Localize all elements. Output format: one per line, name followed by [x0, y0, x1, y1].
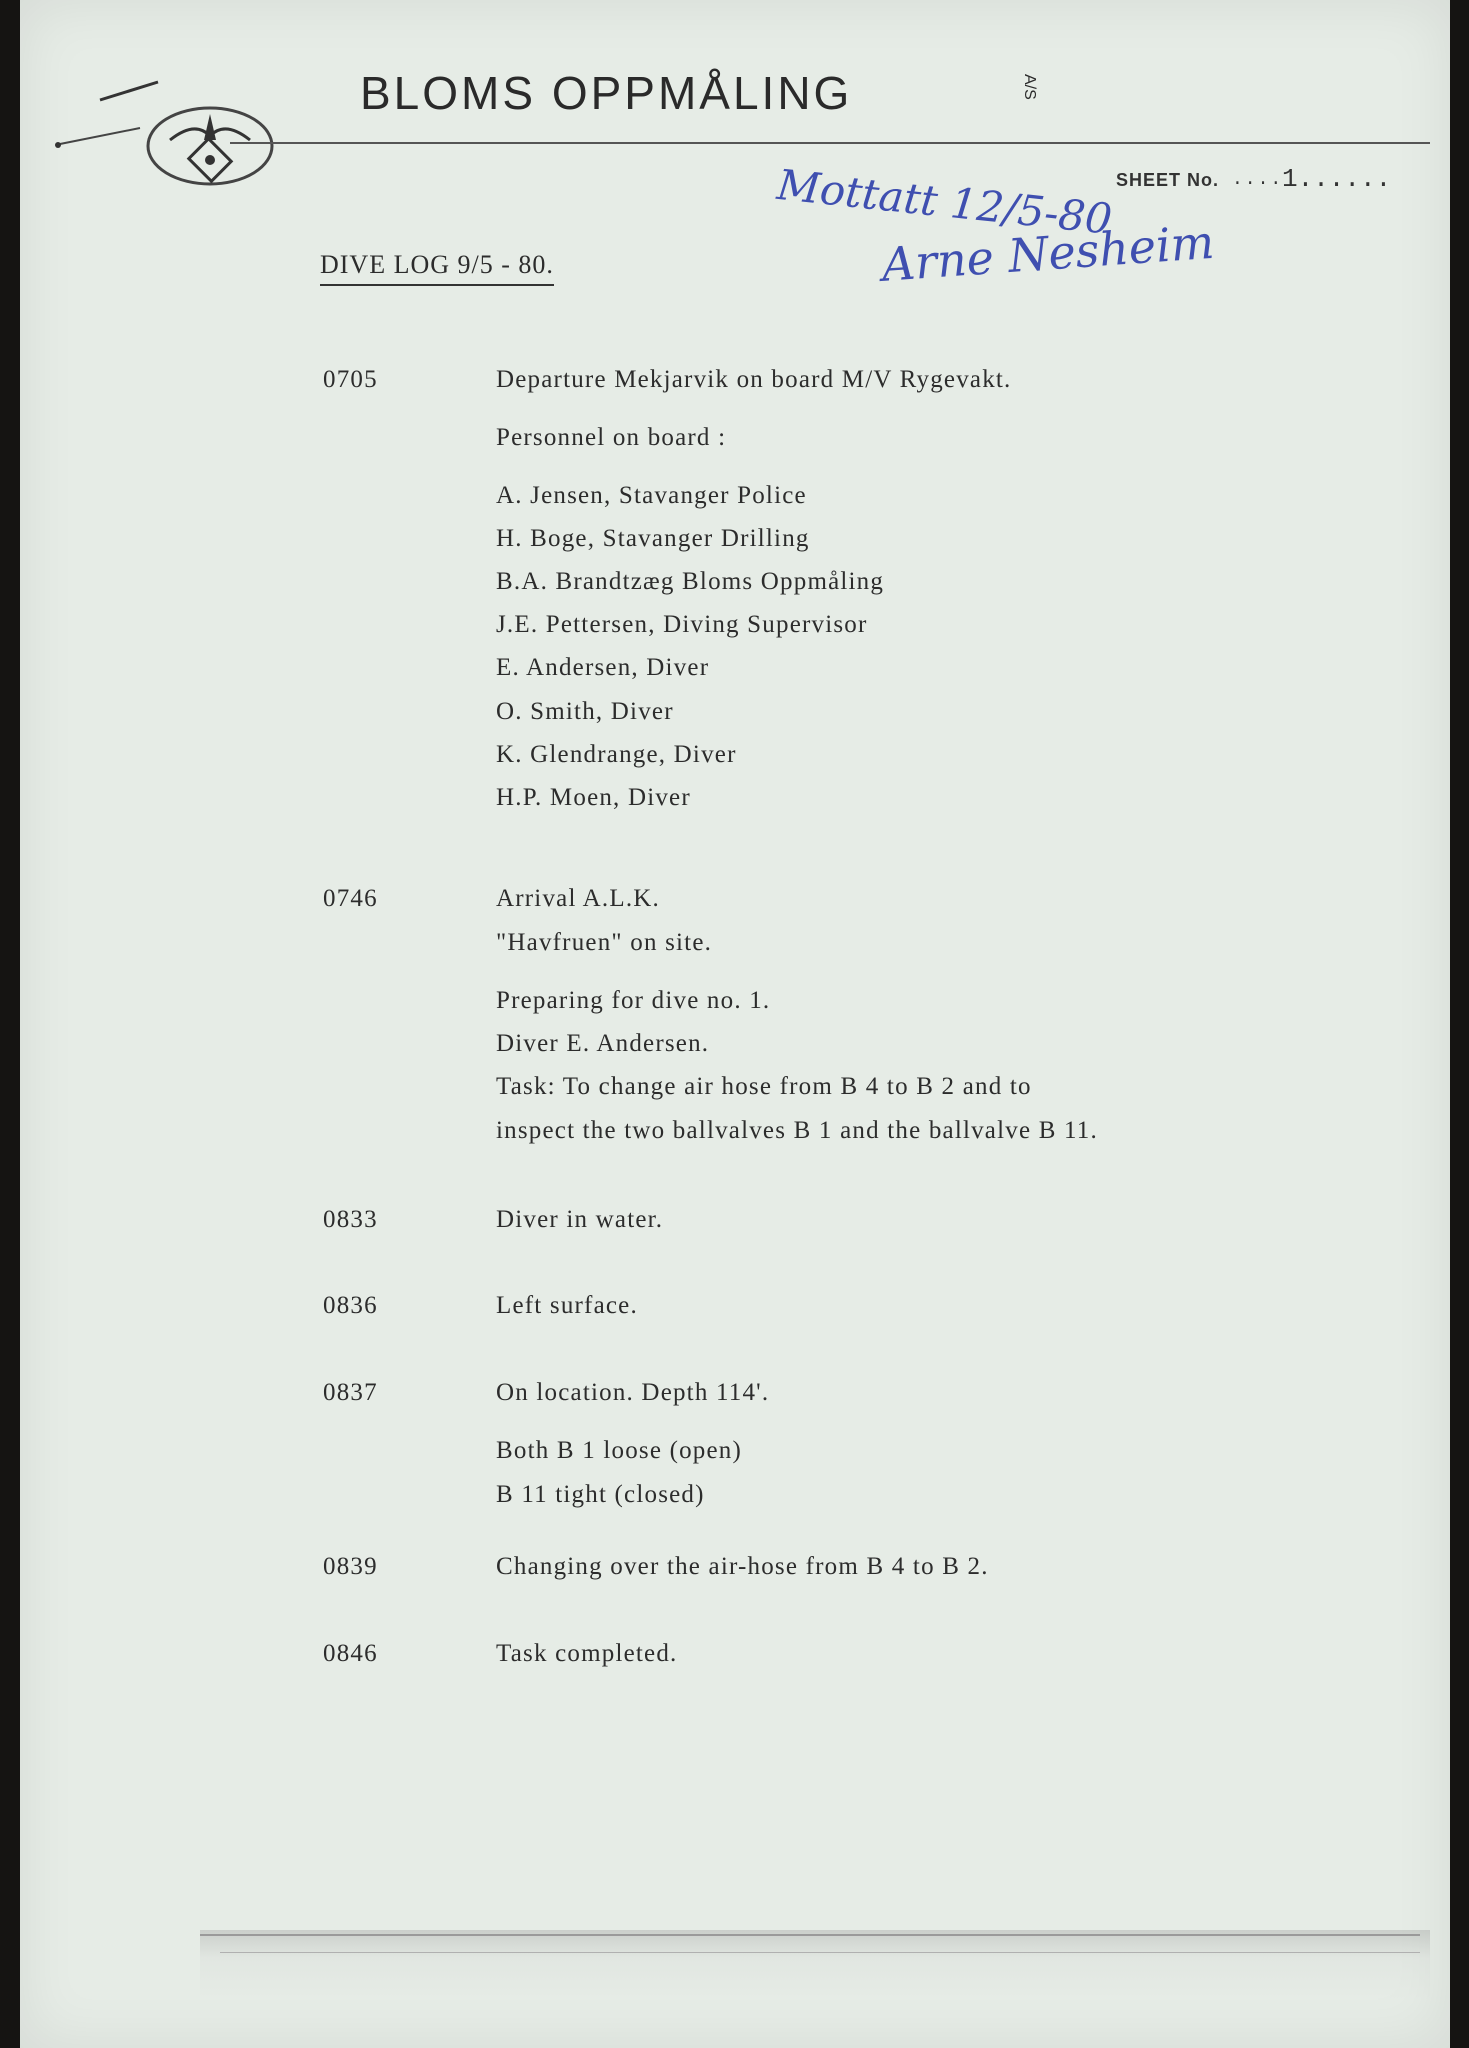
scan-edge-line	[220, 1952, 1420, 1953]
log-line: Task completed.	[496, 1640, 678, 1667]
dive-log-title: DIVE LOG 9/5 - 80.	[320, 250, 554, 286]
sheet-number-label: SHEET No.	[1116, 170, 1220, 190]
header-rule	[230, 142, 1430, 144]
log-time: 0839	[323, 1553, 378, 1580]
personnel-item: K. Glendrange, Diver	[496, 741, 737, 768]
log-line: Task: To change air hose from B 4 to B 2 and to	[496, 1073, 1032, 1100]
log-line: Diver E. Andersen.	[496, 1030, 710, 1057]
log-line: "Havfruen" on site.	[496, 929, 713, 956]
scan-shadow	[200, 1930, 1430, 2000]
handwritten-received-note: Mottatt 12/5-80	[774, 160, 1115, 244]
personnel-item: J.E. Pettersen, Diving Supervisor	[496, 611, 868, 638]
log-time: 0846	[323, 1640, 378, 1667]
log-line: B 11 tight (closed)	[496, 1481, 705, 1508]
log-time: 0833	[323, 1206, 378, 1233]
personnel-item: A. Jensen, Stavanger Police	[496, 482, 807, 509]
log-time: 0837	[323, 1379, 378, 1406]
log-line: inspect the two ballvalves B 1 and the ballvalve B 11.	[496, 1117, 1098, 1144]
log-line: Arrival A.L.K.	[496, 885, 660, 912]
sheet-number-value: 1......	[1282, 164, 1392, 194]
personnel-item: O. Smith, Diver	[496, 698, 674, 725]
company-name: BLOMS OPPMÅLING	[360, 67, 853, 119]
document-page	[20, 0, 1450, 2048]
log-line: Changing over the air-hose from B 4 to B 2.	[496, 1553, 989, 1580]
personnel-item: H. Boge, Stavanger Drilling	[496, 525, 810, 552]
log-line: Preparing for dive no. 1.	[496, 987, 771, 1014]
log-line: Personnel on board :	[496, 424, 727, 451]
personnel-item: B.A. Brandtzæg Bloms Oppmåling	[496, 568, 885, 595]
log-line: Diver in water.	[496, 1206, 664, 1233]
log-line: Departure Mekjarvik on board M/V Rygevakt.	[496, 366, 1012, 393]
handwritten-signature: Arne Nesheim	[880, 214, 1216, 292]
personnel-item: H.P. Moen, Diver	[496, 784, 691, 811]
log-line: On location. Depth 114'.	[496, 1379, 770, 1406]
personnel-item: E. Andersen, Diver	[496, 654, 710, 681]
company-suffix: A/S	[1021, 74, 1038, 100]
log-line: Both B 1 loose (open)	[496, 1437, 743, 1464]
log-time: 0705	[323, 366, 378, 393]
log-line: Left surface.	[496, 1292, 638, 1319]
log-time: 0836	[323, 1292, 378, 1319]
scan-edge-line	[200, 1934, 1420, 1936]
log-time: 0746	[323, 885, 378, 912]
sheet-number-dots: ....	[1232, 170, 1284, 190]
surveyor-emblem-icon	[140, 100, 280, 190]
